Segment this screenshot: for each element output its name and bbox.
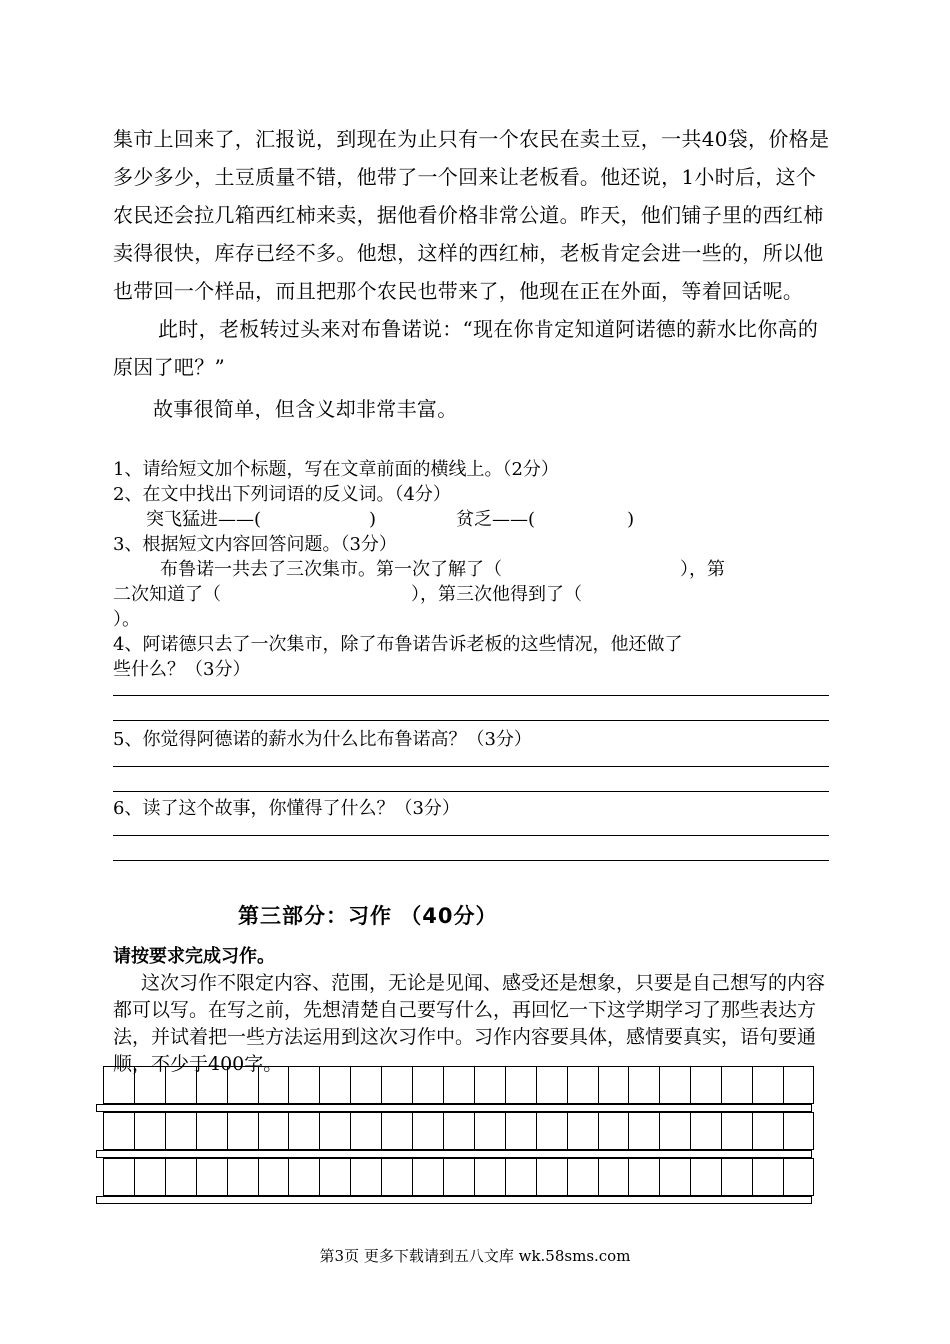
antonym-item-1-close: ) [369, 509, 377, 530]
grid-cell[interactable] [659, 1066, 690, 1104]
question-2: 2、在文中找出下列词语的反义词。（4分） [113, 484, 451, 505]
grid-row-divider [96, 1150, 812, 1158]
grid-row-divider [96, 1104, 812, 1112]
grid-cell[interactable] [783, 1158, 814, 1196]
q3-text-2b: ），第三次他得到了（ [411, 584, 582, 605]
grid-cell[interactable] [690, 1066, 721, 1104]
story-paragraph-3: 故事很简单，但含义却非常丰富。 [153, 397, 458, 421]
grid-cell[interactable] [319, 1066, 350, 1104]
grid-cell[interactable] [598, 1112, 629, 1150]
grid-cell[interactable] [443, 1112, 474, 1150]
q3-line-1 [113, 557, 831, 582]
grid-cell[interactable] [134, 1112, 165, 1150]
grid-cell[interactable] [505, 1066, 536, 1104]
q3-blank-1[interactable] [502, 557, 680, 582]
q5-answer-line-2[interactable] [113, 791, 829, 792]
grid-cell[interactable] [567, 1112, 598, 1150]
grid-cell[interactable] [536, 1158, 567, 1196]
q3-line-2 [113, 582, 831, 607]
grid-cell[interactable] [505, 1112, 536, 1150]
grid-cell[interactable] [598, 1158, 629, 1196]
grid-cell[interactable] [474, 1112, 505, 1150]
q4-answer-line-2[interactable] [113, 720, 829, 721]
grid-cell[interactable] [752, 1158, 783, 1196]
grid-cell[interactable] [567, 1066, 598, 1104]
grid-cell[interactable] [752, 1112, 783, 1150]
grid-cell[interactable] [196, 1158, 227, 1196]
grid-cell[interactable] [350, 1066, 381, 1104]
q3-text-2a: 二次知道了（ [113, 584, 221, 605]
grid-cell[interactable] [443, 1158, 474, 1196]
grid-row-divider [96, 1196, 812, 1204]
grid-cell[interactable] [258, 1112, 289, 1150]
grid-cell[interactable] [103, 1112, 134, 1150]
grid-cell[interactable] [134, 1066, 165, 1104]
grid-cell[interactable] [721, 1158, 752, 1196]
page-footer: 第3页 更多下载请到五八文库 wk.58sms.com [319, 1247, 631, 1265]
grid-cell[interactable] [165, 1112, 196, 1150]
grid-cell[interactable] [536, 1112, 567, 1150]
q3-text-1b: ），第 [680, 559, 725, 580]
grid-cell[interactable] [628, 1066, 659, 1104]
antonym-item-2-close: ) [627, 509, 635, 530]
grid-cell[interactable] [319, 1158, 350, 1196]
grid-cell[interactable] [783, 1112, 814, 1150]
grid-cell[interactable] [350, 1158, 381, 1196]
grid-cell[interactable] [505, 1158, 536, 1196]
antonym-blank-1[interactable] [261, 507, 369, 532]
grid-cell[interactable] [227, 1158, 258, 1196]
questions-section [113, 457, 831, 861]
grid-cell[interactable] [690, 1158, 721, 1196]
grid-cell[interactable] [659, 1112, 690, 1150]
grid-cell[interactable] [288, 1066, 319, 1104]
grid-cell[interactable] [288, 1158, 319, 1196]
grid-cell[interactable] [412, 1158, 443, 1196]
grid-cell[interactable] [134, 1158, 165, 1196]
grid-cell[interactable] [690, 1112, 721, 1150]
grid-cell[interactable] [659, 1158, 690, 1196]
grid-cell[interactable] [783, 1066, 814, 1104]
grid-cell[interactable] [474, 1066, 505, 1104]
antonym-item-2: 贫乏——( [456, 509, 536, 530]
q6-answer-line-1[interactable] [113, 835, 829, 836]
essay-requirement: 请按要求完成习作。 [113, 946, 275, 967]
grid-cell[interactable] [227, 1112, 258, 1150]
question-6: 6、读了这个故事，你懂得了什么？（3分） [113, 798, 460, 819]
q6-answer-line-2[interactable] [113, 860, 829, 861]
grid-cell[interactable] [165, 1066, 196, 1104]
grid-cell[interactable] [350, 1112, 381, 1150]
q4-answer-line-1[interactable] [113, 695, 829, 696]
grid-cell[interactable] [227, 1066, 258, 1104]
writing-grid[interactable] [96, 1066, 814, 1204]
grid-cell[interactable] [196, 1066, 227, 1104]
grid-cell[interactable] [381, 1066, 412, 1104]
grid-row [103, 1158, 814, 1196]
grid-cell[interactable] [443, 1066, 474, 1104]
grid-cell[interactable] [536, 1066, 567, 1104]
grid-cell[interactable] [103, 1066, 134, 1104]
grid-cell[interactable] [628, 1158, 659, 1196]
grid-cell[interactable] [103, 1158, 134, 1196]
essay-section [113, 943, 835, 1078]
grid-cell[interactable] [196, 1112, 227, 1150]
grid-cell[interactable] [288, 1112, 319, 1150]
grid-cell[interactable] [474, 1158, 505, 1196]
q3-blank-2[interactable] [221, 582, 411, 607]
section-title: 第三部分：习作 （40分） [238, 904, 498, 928]
essay-instructions: 这次习作不限定内容、范围，无论是见闻、感受还是想象，只要是自己想写的内容都可以写。在写之前，先想清楚自己要写什么，再回忆一下这学期学习了那些表达方法，并试着把一些方法运用到这次习作中。习作内容要具体，感情要真实，语句要通顺，不少于400字。 [113, 972, 826, 1075]
grid-cell[interactable] [258, 1158, 289, 1196]
story-text [113, 120, 831, 428]
question-4-line-1: 4、阿诺德只去了一次集市，除了布鲁诺告诉老板的这些情况，他还做了 [113, 634, 683, 655]
story-paragraph-1: 集市上回来了，汇报说，到现在为止只有一个农民在卖土豆，一共40袋，价格是多少多少，土豆质量不错，他带了一个回来让老板看。他还说，1小时后，这个农民还会拉几箱西红柿来卖，据他看价格非常公道。昨天，他们铺子里的西红柿卖得很快，库存已经不多。他想，这样的西红柿，老板肯定会进一些的，所以他也带回一个样品，而且把那个农民也带来了，他现在正在外面，等着回话呢。 [113, 127, 830, 303]
grid-cell[interactable] [567, 1158, 598, 1196]
grid-row [103, 1066, 814, 1104]
grid-cell[interactable] [165, 1158, 196, 1196]
grid-cell[interactable] [721, 1112, 752, 1150]
grid-cell[interactable] [412, 1112, 443, 1150]
antonym-blank-2[interactable] [535, 507, 627, 532]
q3-line-3: ）。 [113, 609, 140, 630]
antonym-item-1: 突飞猛进——( [146, 509, 262, 530]
grid-cell[interactable] [598, 1066, 629, 1104]
grid-cell[interactable] [319, 1112, 350, 1150]
grid-cell[interactable] [752, 1066, 783, 1104]
question-1: 1、请给短文加个标题，写在文章前面的横线上。（2分） [113, 459, 559, 480]
q3-text-1a: 布鲁诺一共去了三次集市。第一次了解了（ [160, 559, 502, 580]
question-5: 5、你觉得阿德诺的薪水为什么比布鲁诺高？（3分） [113, 729, 532, 750]
question-3: 3、根据短文内容回答问题。（3分） [113, 534, 397, 555]
story-paragraph-2: 此时，老板转过头来对布鲁诺说：“现在你肯定知道阿诺德的薪水比你高的原因了吧？” [113, 317, 819, 379]
grid-cell[interactable] [412, 1066, 443, 1104]
grid-cell[interactable] [721, 1066, 752, 1104]
grid-cell[interactable] [381, 1158, 412, 1196]
grid-cell[interactable] [381, 1112, 412, 1150]
q5-answer-line-1[interactable] [113, 766, 829, 767]
grid-row [103, 1112, 814, 1150]
grid-cell[interactable] [628, 1112, 659, 1150]
question-4-line-2: 些什么？（3分） [113, 659, 251, 680]
grid-cell[interactable] [258, 1066, 289, 1104]
antonym-row [113, 507, 831, 532]
